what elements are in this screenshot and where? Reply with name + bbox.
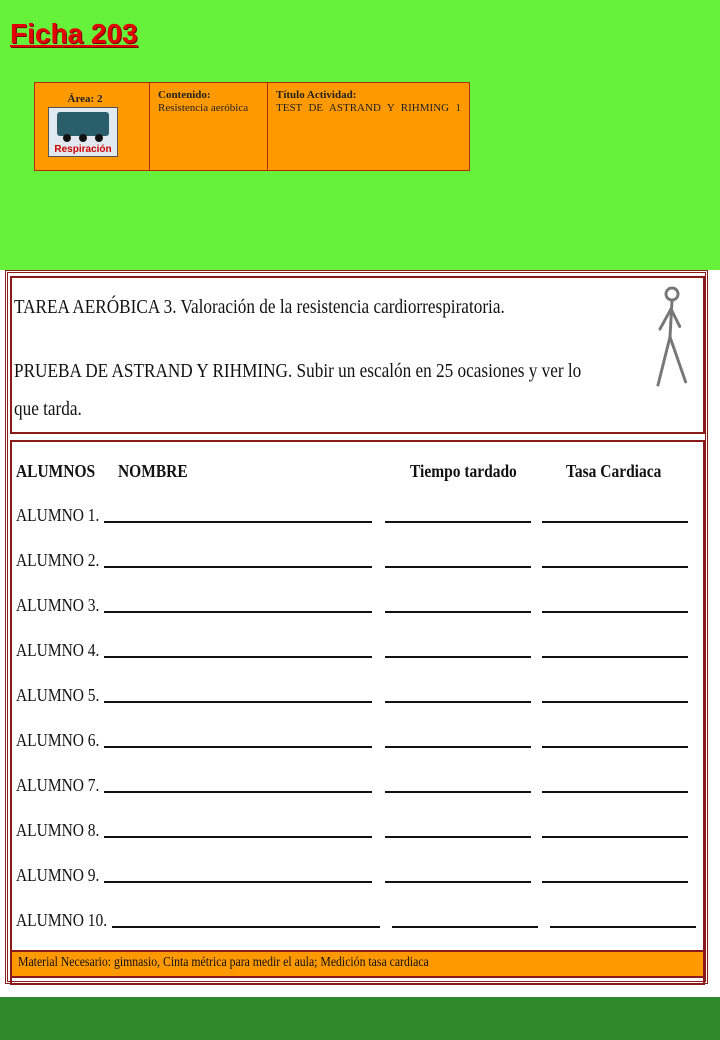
student-label: ALUMNO 4. — [16, 640, 100, 660]
respiration-caption: Respiración — [54, 144, 112, 155]
heart-rate-blank[interactable] — [542, 836, 688, 838]
wheel-icon — [79, 134, 87, 142]
name-blank[interactable] — [104, 566, 372, 568]
time-blank[interactable] — [392, 926, 538, 928]
time-blank[interactable] — [385, 566, 531, 568]
wheel-icon — [95, 134, 103, 142]
name-blank[interactable] — [104, 836, 372, 838]
student-label: ALUMNO 7. — [16, 775, 100, 795]
heart-rate-blank[interactable] — [542, 521, 688, 523]
student-label: ALUMNO 6. — [16, 730, 100, 750]
walking-person-icon — [650, 285, 692, 390]
heart-rate-blank[interactable] — [550, 926, 696, 928]
activity-title-label: Título Actividad: — [276, 89, 357, 101]
name-blank[interactable] — [104, 611, 372, 613]
time-blank[interactable] — [385, 656, 531, 658]
info-box — [34, 82, 470, 171]
title-cell — [268, 83, 469, 170]
name-blank[interactable] — [104, 791, 372, 793]
time-blank[interactable] — [385, 881, 531, 883]
train-icon — [57, 112, 109, 136]
name-blank[interactable] — [104, 746, 372, 748]
area-cell — [35, 83, 150, 170]
header-tasa: Tasa Cardiaca — [566, 461, 662, 481]
heart-rate-blank[interactable] — [542, 701, 688, 703]
heart-rate-blank[interactable] — [542, 611, 688, 613]
time-blank[interactable] — [385, 701, 531, 703]
heart-rate-blank[interactable] — [542, 566, 688, 568]
time-blank[interactable] — [385, 611, 531, 613]
name-blank[interactable] — [104, 881, 372, 883]
heart-rate-blank[interactable] — [542, 881, 688, 883]
wheel-icon — [63, 134, 71, 142]
activity-title-value: TEST DE ASTRAND Y RIHMING 1 — [276, 102, 461, 114]
content-label: Contenido: — [158, 89, 211, 101]
student-label: ALUMNO 10. — [16, 910, 108, 930]
time-blank[interactable] — [385, 791, 531, 793]
name-blank[interactable] — [104, 701, 372, 703]
content-value: Resistencia aeróbica — [158, 102, 249, 114]
bottom-green-band — [0, 997, 720, 1040]
header-tiempo: Tiempo tardado — [410, 461, 517, 481]
content-cell — [150, 83, 268, 170]
student-label: ALUMNO 2. — [16, 550, 100, 570]
student-label: ALUMNO 8. — [16, 820, 100, 840]
task-heading: TAREA AERÓBICA 3. Valoración de la resistencia cardiorrespiratoria. — [14, 296, 505, 318]
student-label: ALUMNO 3. — [16, 595, 100, 615]
heart-rate-blank[interactable] — [542, 656, 688, 658]
area-label: Área: 2 — [67, 93, 103, 105]
student-label: ALUMNO 5. — [16, 685, 100, 705]
heart-rate-blank[interactable] — [542, 791, 688, 793]
name-blank[interactable] — [104, 521, 372, 523]
page-title: Ficha 203 — [10, 18, 138, 49]
student-label: ALUMNO 1. — [16, 505, 100, 525]
student-label: ALUMNO 9. — [16, 865, 100, 885]
task-description: PRUEBA DE ASTRAND Y RIHMING. Subir un escalón en 25 ocasiones y ver lo — [14, 360, 582, 382]
material-text: Material Necesario: gimnasio, Cinta métrica para medir el aula; Medición tasa cardiaca — [18, 955, 429, 970]
header-alumnos: ALUMNOS — [16, 461, 96, 481]
time-blank[interactable] — [385, 836, 531, 838]
name-blank[interactable] — [112, 926, 380, 928]
heart-rate-blank[interactable] — [542, 746, 688, 748]
header-nombre: NOMBRE — [118, 461, 188, 481]
time-blank[interactable] — [385, 521, 531, 523]
time-blank[interactable] — [385, 746, 531, 748]
material-bar — [10, 950, 705, 978]
name-blank[interactable] — [104, 656, 372, 658]
respiration-image — [48, 107, 118, 157]
task-description-cont: que tarda. — [14, 398, 82, 420]
